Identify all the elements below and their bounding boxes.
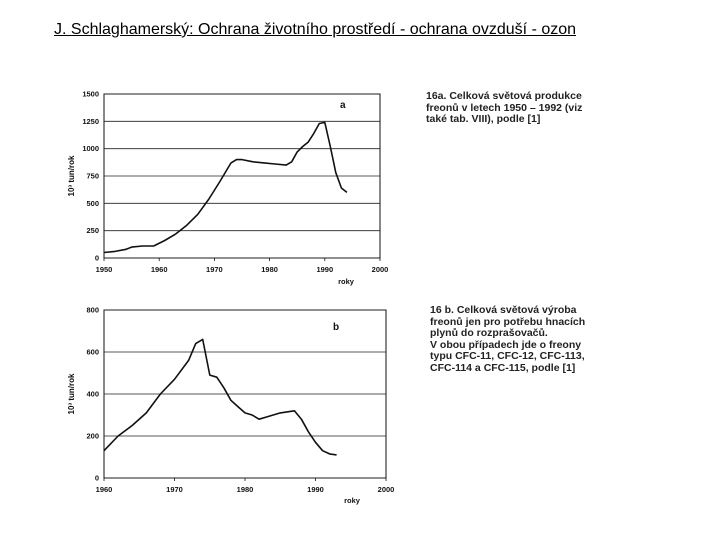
x-tick-label: 1950 (95, 265, 113, 274)
y-tick-label: 200 (86, 431, 99, 441)
y-tick-label: 1000 (82, 144, 99, 154)
y-tick-label: 0 (94, 473, 99, 483)
y-axis-label: 10³ tun/rok (67, 155, 76, 197)
y-axis-label: 10³ tun/rok (67, 373, 76, 415)
caption-a: 16a. Celková světová produkce freonů v letech 1950 – 1992 (viz také tab. VIII), podle [1] (426, 90, 583, 125)
x-axis-label: roky (338, 277, 354, 286)
x-tick-label: 1960 (95, 485, 113, 494)
x-tick-label: 2000 (371, 265, 389, 274)
x-tick-label: 1960 (150, 265, 168, 274)
y-tick-label: 0 (94, 253, 99, 263)
x-tick-label: 1970 (206, 265, 223, 274)
series-line (104, 339, 337, 455)
y-tick-label: 800 (86, 305, 99, 315)
x-tick-label: 1970 (166, 485, 183, 494)
x-tick-label: 1990 (307, 485, 324, 494)
chart-panel-b (67, 306, 394, 506)
x-tick-label: 2000 (377, 485, 395, 494)
y-tick-label: 400 (86, 389, 99, 399)
caption-b: 16 b. Celková světová výroba freonů jen pro potřebu hnacích plynů do rozprašovačů. V obou případech jde o freony typu CFC-11, CFC-12, CFC-113, CFC-114 a CFC-115, podle [1] (430, 304, 586, 374)
chart-panel-a (67, 90, 388, 287)
page-title: J. Schlaghamerský: Ochrana životního prostředí - ochrana ovzduší - ozon (54, 21, 577, 38)
x-tick-label: 1980 (236, 485, 254, 494)
x-tick-label: 1990 (316, 265, 334, 274)
y-tick-label: 250 (86, 226, 99, 236)
y-tick-label: 600 (86, 347, 99, 357)
x-tick-label: 1980 (261, 265, 278, 274)
panel-letter: b (333, 322, 340, 333)
y-tick-label: 1250 (82, 116, 99, 126)
y-tick-label: 750 (86, 171, 99, 181)
panel-letter: a (340, 100, 346, 111)
series-line (104, 122, 347, 252)
y-tick-label: 500 (86, 198, 99, 208)
y-tick-label: 1500 (82, 89, 99, 99)
x-axis-label: roky (344, 496, 360, 505)
